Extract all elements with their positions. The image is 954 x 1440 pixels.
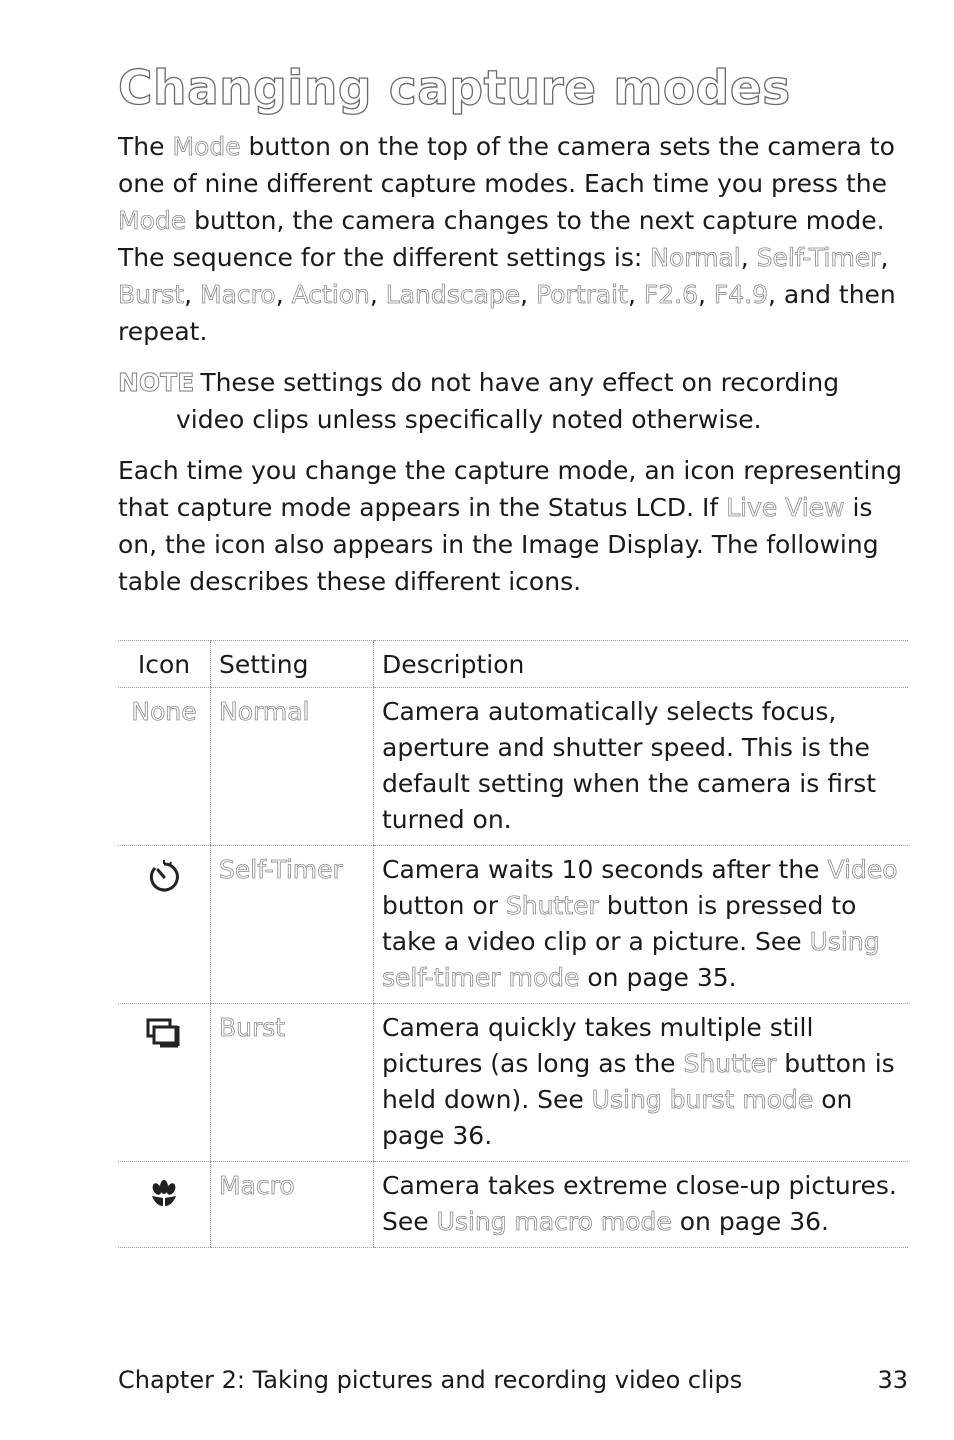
setting-cell <box>211 1004 374 1162</box>
note-text: These settings do not have any effect on recording video clips unless specifically noted otherwise. <box>176 368 840 434</box>
desc-text: on page 36. <box>671 1207 829 1236</box>
description-cell <box>374 1162 909 1248</box>
table-row-macro <box>118 1162 908 1248</box>
icon-cell <box>118 688 211 846</box>
table-row-burst <box>118 1004 908 1162</box>
icons-text-2: is on, the icon also appears in the Image Display. The following table describes these different icons. <box>118 493 879 596</box>
seq-f26: F2.6 <box>643 280 698 309</box>
self-timer-link[interactable]: Using self-timer mode <box>382 927 880 992</box>
setting-cell <box>211 846 374 1004</box>
intro-paragraph: The Mode button on the top of the camera sets the camera to one of nine different capture modes. Each time you press the Mode button, the camera changes to the next capture mode. The sequence for the different settings is: Normal, Self-Timer, Burst, Macro, Action, Landscape, Portrait, F2.6, F4.9, and then repeat. <box>118 132 896 346</box>
table-row-self-timer <box>118 846 908 1004</box>
seq-burst: Burst <box>118 280 185 309</box>
macro-mode-link[interactable]: Using macro mode <box>436 1207 672 1236</box>
icon-none-text: None <box>131 697 197 726</box>
seq-portrait: Portrait <box>536 280 628 309</box>
setting-cell <box>211 1162 374 1248</box>
page-footer <box>118 1364 908 1396</box>
video-button-ref: Video <box>827 855 898 884</box>
self-timer-icon <box>144 856 184 896</box>
shutter-button-ref: Shutter <box>505 891 599 920</box>
desc-text: Camera takes extreme close-up pictures. See <box>382 1171 897 1236</box>
intro-text-2: button on the top of the camera sets the camera to one of nine different capture modes. Each time you press the <box>118 132 895 198</box>
desc-normal: Camera automatically selects focus, aperture and shutter speed. This is the default setting when the camera is first turned on. <box>382 697 877 834</box>
desc-text: Camera quickly takes multiple still pictures (as long as the <box>382 1013 814 1078</box>
setting-burst: Burst <box>219 1013 286 1042</box>
mode-button-ref-1: Mode <box>172 132 241 161</box>
note-label: NOTE <box>118 368 195 397</box>
intro-text-3: button, the camera changes to the next capture mode. The sequence for the different settings is: <box>118 206 885 272</box>
desc-text: button or <box>382 891 506 920</box>
setting-cell <box>211 688 374 846</box>
mode-button-ref-2: Mode <box>118 206 187 235</box>
description-cell <box>374 688 909 846</box>
burst-icon <box>144 1014 184 1054</box>
description-cell <box>374 1004 909 1162</box>
header-description: Description <box>374 641 909 688</box>
page-title: Changing capture modes <box>118 61 791 116</box>
burst-mode-link[interactable]: Using burst mode <box>591 1085 814 1114</box>
desc-text: on page 35. <box>579 963 737 992</box>
seq-f49: F4.9 <box>713 280 769 309</box>
header-setting: Setting <box>211 641 374 688</box>
icon-cell <box>118 1004 211 1162</box>
seq-self-timer: Self-Timer <box>756 243 881 272</box>
intro-text-1: The <box>118 132 173 161</box>
table-header-row <box>118 641 908 688</box>
capture-modes-table <box>118 640 908 1248</box>
shutter-button-ref: Shutter <box>683 1049 777 1078</box>
icon-cell <box>118 846 211 1004</box>
setting-macro: Macro <box>219 1171 295 1200</box>
seq-landscape: Landscape <box>385 280 521 309</box>
icons-paragraph <box>118 452 908 600</box>
desc-text: Camera waits 10 seconds after the <box>382 855 828 884</box>
chapter-title: Chapter 2: Taking pictures and recording video clips <box>118 1366 743 1394</box>
live-view-ref: Live View <box>726 493 845 522</box>
icon-cell <box>118 1162 211 1248</box>
setting-self-timer: Self-Timer <box>219 855 343 884</box>
icons-text-1: Each time you change the capture mode, an icon representing that capture mode appears in the Status LCD. If <box>118 456 903 522</box>
desc-text: button is held down). See <box>382 1049 895 1114</box>
seq-macro: Macro <box>200 280 276 309</box>
header-icon: Icon <box>118 641 211 688</box>
table-row-normal <box>118 688 908 846</box>
description-cell <box>374 846 909 1004</box>
note-block <box>118 364 908 438</box>
desc-text: on page 36. <box>382 1085 853 1150</box>
page-number: 33 <box>877 1366 908 1394</box>
seq-action: Action <box>291 280 370 309</box>
setting-normal: Normal <box>219 697 310 726</box>
page-content <box>118 62 908 600</box>
seq-normal: Normal <box>650 243 741 272</box>
macro-icon <box>144 1172 184 1212</box>
desc-text: button is pressed to take a video clip or a picture. See <box>382 891 857 956</box>
intro-text-4: , and then repeat. <box>118 280 896 346</box>
